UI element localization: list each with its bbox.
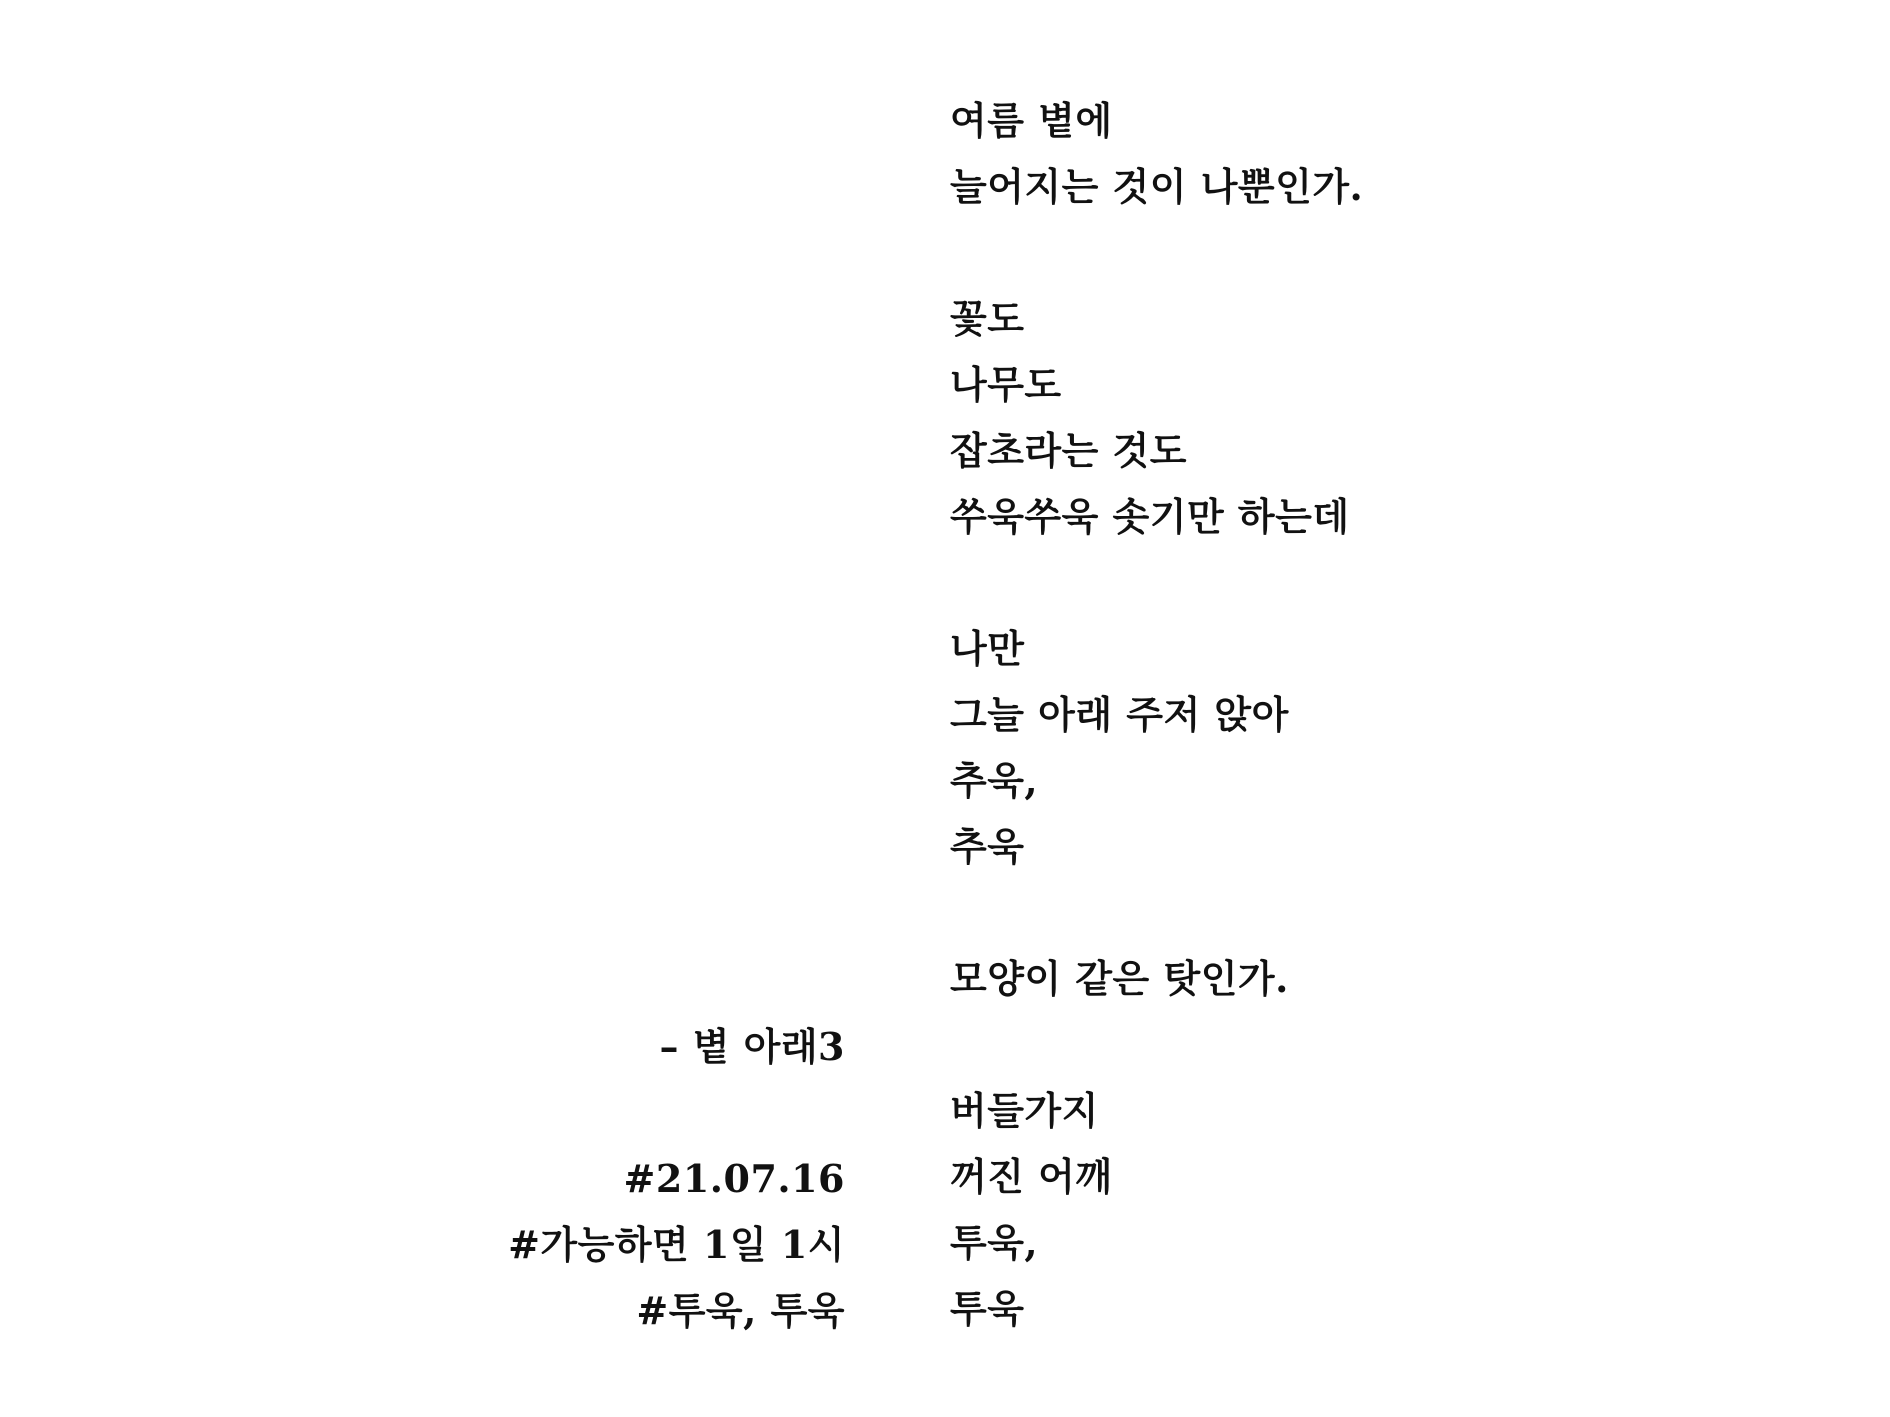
stanza-break bbox=[950, 1012, 1850, 1078]
tag-keyword: #투욱, 투욱 bbox=[636, 1288, 845, 1333]
stanza-break bbox=[950, 220, 1850, 286]
poem-line: 모양이 같은 탓인가. bbox=[950, 956, 1289, 1001]
poem-title: – 볕 아래3 bbox=[659, 1024, 845, 1069]
poem-line: 꺼진 어깨 bbox=[950, 1154, 1113, 1199]
poem-line: 추욱, bbox=[950, 758, 1039, 803]
poem-line: 꽃도 bbox=[950, 296, 1025, 341]
meta-spacer bbox=[245, 1080, 845, 1146]
poem-line: 투욱, bbox=[950, 1220, 1039, 1265]
stanza-break bbox=[950, 550, 1850, 616]
poem-line: 투욱 bbox=[950, 1286, 1025, 1331]
poem-body bbox=[950, 88, 1850, 1342]
poem-line: 나무도 bbox=[950, 362, 1062, 407]
poem-line: 추욱 bbox=[950, 824, 1025, 869]
tag-date: #21.07.16 bbox=[623, 1156, 845, 1201]
poem-line: 버들가지 bbox=[950, 1088, 1099, 1133]
poem-meta bbox=[245, 1014, 845, 1344]
poem-line: 여름 볕에 bbox=[950, 98, 1113, 143]
poem-line: 늘어지는 것이 나뿐인가. bbox=[950, 164, 1364, 209]
poem-line: 잡초라는 것도 bbox=[950, 428, 1187, 473]
poem-line: 그늘 아래 주저 앉아 bbox=[950, 692, 1289, 737]
poem-line: 쑤욱쑤욱 솟기만 하는데 bbox=[950, 494, 1350, 539]
stanza-break bbox=[950, 880, 1850, 946]
tag-series: #가능하면 1일 1시 bbox=[508, 1222, 845, 1267]
poem-line: 나만 bbox=[950, 626, 1025, 671]
